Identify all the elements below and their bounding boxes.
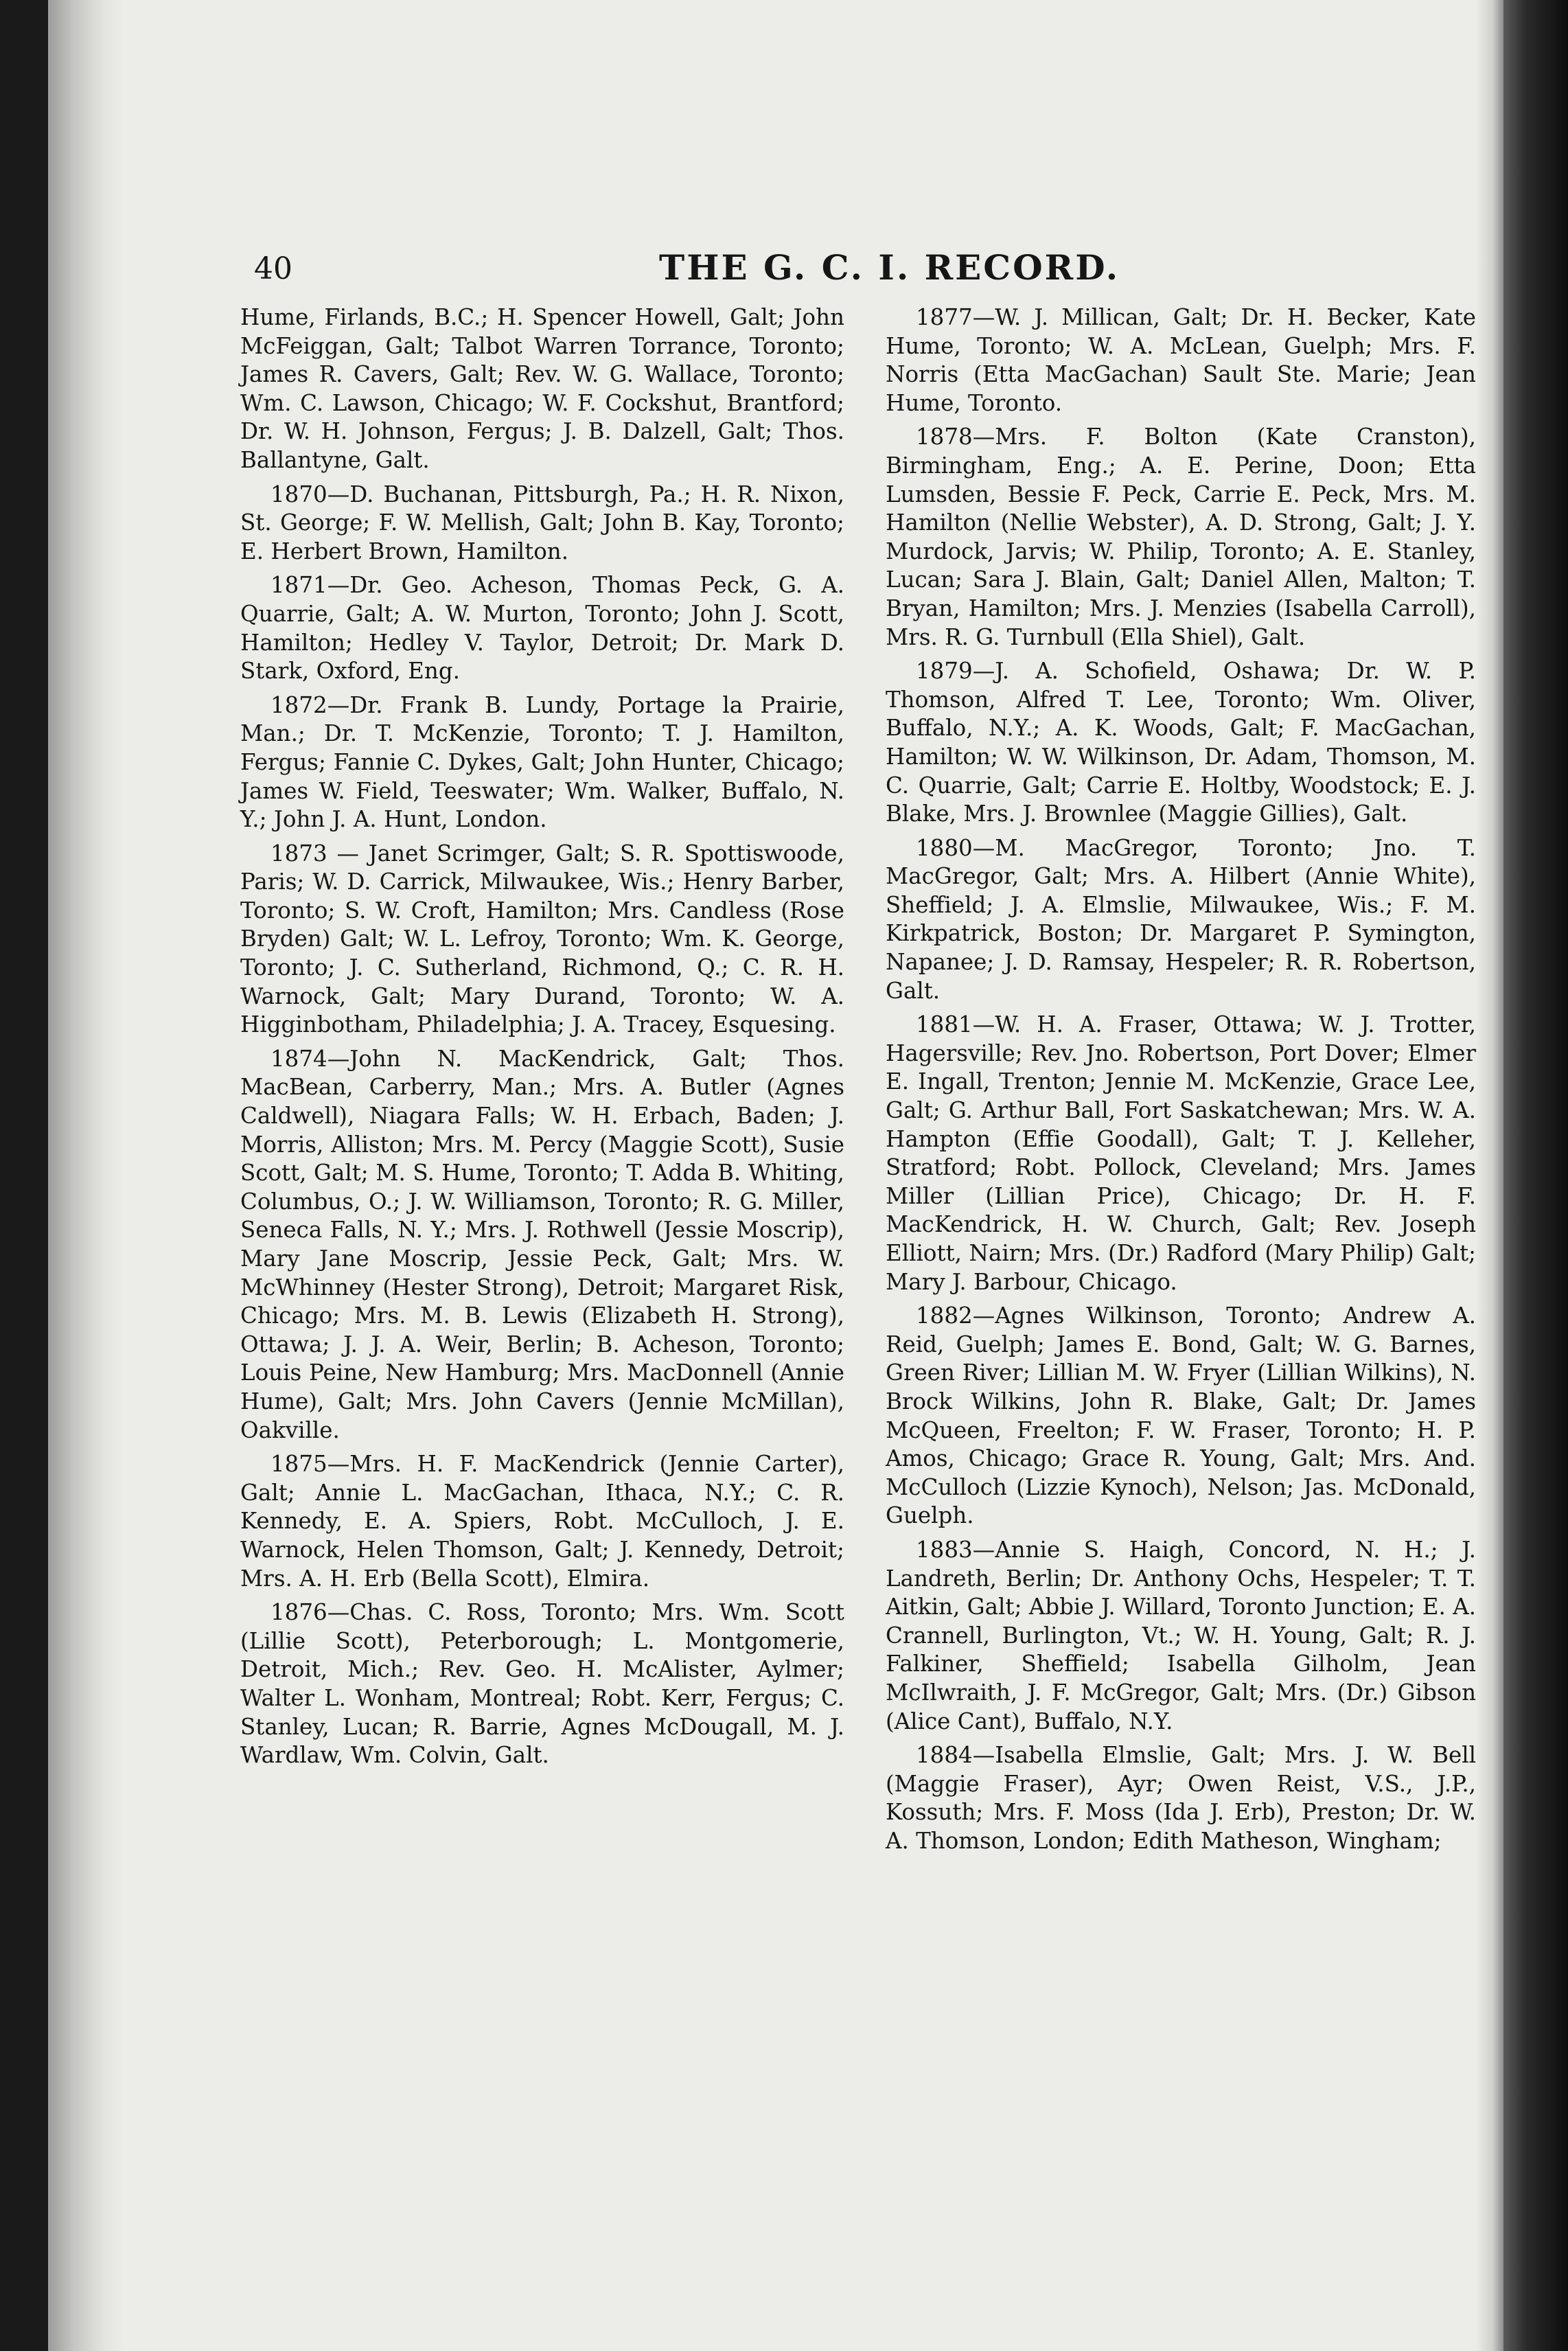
entry-paragraph: 1872—Dr. Frank B. Lundy, Portage la Prairie, Man.; Dr. T. McKenzie, Toronto; T. J. Hamilton, Fergus; Fannie C. Dykes, Galt; John Hunter, Chicago; James W. Field, Teeswater; Wm. Walker, Buffalo, N. Y.; John J. A. Hunt, London.: [240, 691, 844, 833]
entry-paragraph: 1870—D. Buchanan, Pittsburgh, Pa.; H. R. Nixon, St. George; F. W. Mellish, Galt; John B. Kay, Toronto; E. Herbert Brown, Hamilton.: [240, 481, 844, 564]
entry-paragraph: 1879—J. A. Schofield, Oshawa; Dr. W. P. Thomson, Alfred T. Lee, Toronto; Wm. Oliver, Buffalo, N.Y.; A. K. Woods, Galt; F. MacGachan, Hamilton; W. W. Wilkinson, Dr. Adam, Thomson, M. C. Quarrie, Galt; Carrie E. Holtby, Woodstock; E. J. Blake, Mrs. J. Brownlee (Maggie Gillies), Galt.: [886, 658, 1476, 827]
entry-paragraph: 1880—M. MacGregor, Toronto; Jno. T. MacGregor, Galt; Mrs. A. Hilbert (Annie White), Sheffield; J. A. Elmslie, Milwaukee, Wis.; F. M. Kirkpatrick, Boston; Dr. Margaret P. Symington, Napanee; J. D. Ramsay, Hespeler; R. R. Robertson, Galt.: [886, 834, 1476, 1004]
right-column: [886, 303, 1476, 1861]
entry-paragraph: 1875—Mrs. H. F. MacKendrick (Jennie Carter), Galt; Annie L. MacGachan, Ithaca, N.Y.; C. R. Kennedy, E. A. Spiers, Robt. McCulloch, J. E. Warnock, Helen Thomson, Galt; J. Kennedy, Detroit; Mrs. A. H. Erb (Bella Scott), Elmira.: [240, 1451, 844, 1592]
entry-paragraph: 1874—John N. MacKendrick, Galt; Thos. MacBean, Carberry, Man.; Mrs. A. Butler (Agnes Caldwell), Niagara Falls; W. H. Erbach, Baden; J. Morris, Alliston; Mrs. M. Percy (Maggie Scott), Susie Scott, Galt; M. S. Hume, Toronto; T. Adda B. Whiting, Columbus, O.; J. W. Williamson, Toronto; R. G. Miller, Seneca Falls, N. Y.; Mrs. J. Rothwell (Jessie Moscrip), Mary Jane Moscrip, Jessie Peck, Galt; Mrs. W. McWhinney (Hester Strong), Detroit; Margaret Risk, Chicago; Mrs. M. B. Lewis (Elizabeth H. Strong), Ottawa; J. J. A. Weir, Berlin; B. Acheson, Toronto; Louis Peine, New Hamburg; Mrs. MacDonnell (Annie Hume), Galt; Mrs. John Cavers (Jennie McMillan), Oakville.: [240, 1045, 844, 1443]
entry-paragraph: 1871—Dr. Geo. Acheson, Thomas Peck, G. A. Quarrie, Galt; A. W. Murton, Toronto; John J. Scott, Hamilton; Hedley V. Taylor, Detroit; Dr. Mark D. Stark, Oxford, Eng.: [240, 572, 844, 685]
page-header: [254, 244, 1524, 299]
entry-paragraph: 1883—Annie S. Haigh, Concord, N. H.; J. Landreth, Berlin; Dr. Anthony Ochs, Hespeler; T. T. Aitkin, Galt; Abbie J. Willard, Toronto Junction; E. A. Crannell, Burlington, Vt.; W. H. Young, Galt; R. J. Falkiner, Sheffield; Isabella Gilholm, Jean McIlwraith, J. F. McGregor, Galt; Mrs. (Dr.) Gibson (Alice Cant), Buffalo, N.Y.: [886, 1536, 1476, 1734]
book-spine: [1503, 0, 1568, 2351]
entry-paragraph: 1876—Chas. C. Ross, Toronto; Mrs. Wm. Scott (Lillie Scott), Peterborough; L. Montgomerie, Detroit, Mich.; Rev. Geo. H. McAlister, Aylmer; Walter L. Wonham, Montreal; Robt. Kerr, Fergus; C. Stanley, Lucan; R. Barrie, Agnes McDougall, M. J. Wardlaw, Wm. Colvin, Galt.: [240, 1599, 844, 1769]
page-number: 40: [254, 251, 292, 286]
page-gutter-shadow: [48, 0, 124, 2351]
running-head: THE G. C. I. RECORD.: [659, 247, 1120, 288]
page-edge-shadow: [1476, 0, 1503, 2351]
entry-paragraph: 1878—Mrs. F. Bolton (Kate Cranston), Birmingham, Eng.; A. E. Perine, Doon; Etta Lumsden, Bessie F. Peck, Carrie E. Peck, Mrs. M. Hamilton (Nellie Webster), A. D. Strong, Galt; J. Y. Murdock, Jarvis; W. Philip, Toronto; A. E. Stanley, Lucan; Sara J. Blain, Galt; Daniel Allen, Malton; T. Bryan, Hamilton; Mrs. J. Menzies (Isabella Carroll), Mrs. R. G. Turnbull (Ella Shiel), Galt.: [886, 424, 1476, 650]
entry-paragraph: Hume, Firlands, B.C.; H. Spencer Howell, Galt; John McFeiggan, Galt; Talbot Warren Torrance, Toronto; James R. Cavers, Galt; Rev. W. G. Wallace, Toronto; Wm. C. Lawson, Chicago; W. F. Cockshut, Brantford; Dr. W. H. Johnson, Fergus; J. B. Dalzell, Galt; Thos. Ballantyne, Galt.: [240, 304, 844, 473]
entry-paragraph: 1884—Isabella Elmslie, Galt; Mrs. J. W. Bell (Maggie Fraser), Ayr; Owen Reist, V.S., J.P., Kossuth; Mrs. F. Moss (Ida J. Erb), Preston; Dr. W. A. Thomson, London; Edith Matheson, Wingham;: [886, 1742, 1476, 1854]
entry-paragraph: 1873 — Janet Scrimger, Galt; S. R. Spottiswoode, Paris; W. D. Carrick, Milwaukee, Wis.; Henry Barber, Toronto; S. W. Croft, Hamilton; Mrs. Candless (Rose Bryden) Galt; W. L. Lefroy, Toronto; Wm. K. George, Toronto; J. C. Sutherland, Richmond, Q.; C. R. H. Warnock, Galt; Mary Durand, Toronto; W. A. Higginbotham, Philadelphia; J. A. Tracey, Esquesing.: [240, 840, 844, 1038]
entry-paragraph: 1877—W. J. Millican, Galt; Dr. H. Becker, Kate Hume, Toronto; W. A. McLean, Guelph; Mrs. F. Norris (Etta MacGachan) Sault Ste. Marie; Jean Hume, Toronto.: [886, 304, 1476, 416]
entry-paragraph: 1882—Agnes Wilkinson, Toronto; Andrew A. Reid, Guelph; James E. Bond, Galt; W. G. Barnes, Green River; Lillian M. W. Fryer (Lillian Wilkins), N. Brock Wilkins, John R. Blake, Galt; Dr. James McQueen, Freelton; F. W. Fraser, Toronto; H. P. Amos, Chicago; Grace R. Young, Galt; Mrs. And. McCulloch (Lizzie Kynoch), Nelson; Jas. McDonald, Guelph.: [886, 1303, 1476, 1529]
entry-paragraph: 1881—W. H. A. Fraser, Ottawa; W. J. Trotter, Hagersville; Rev. Jno. Robertson, Port Dover; Elmer E. Ingall, Trenton; Jennie M. McKenzie, Grace Lee, Galt; G. Arthur Ball, Fort Saskatchewan; Mrs. W. A. Hampton (Effie Goodall), Galt; T. J. Kelleher, Stratford; Robt. Pollock, Cleveland; Mrs. James Miller (Lillian Price), Chicago; Dr. H. F. MacKendrick, H. W. Church, Galt; Rev. Joseph Elliott, Nairn; Mrs. (Dr.) Radford (Mary Philip) Galt; Mary J. Barbour, Chicago.: [886, 1011, 1476, 1295]
left-column: [240, 303, 844, 1776]
